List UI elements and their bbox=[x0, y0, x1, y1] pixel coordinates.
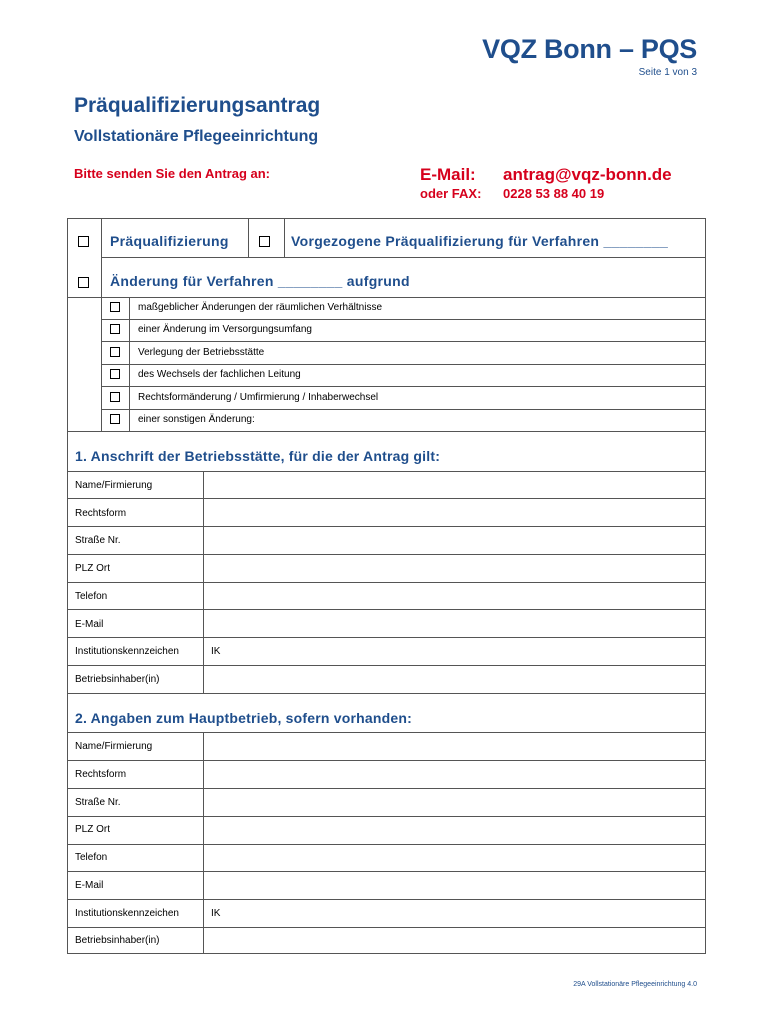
s2-zip-city-label: PLZ Ort bbox=[75, 824, 111, 835]
s1-email-field[interactable] bbox=[204, 610, 705, 637]
s1-name-label: Name/Firmierung bbox=[75, 480, 153, 491]
s2-ik-field[interactable] bbox=[228, 900, 705, 927]
s2-ik-prefix: IK bbox=[211, 908, 221, 919]
section2-title: 2. Angaben zum Hauptbetrieb, sofern vorhanden: bbox=[75, 710, 412, 726]
s1-email-label: E-Mail bbox=[75, 619, 104, 630]
footer-doc-id: 29A Vollstationäre Pflegeeinrichtung 4.0 bbox=[573, 981, 697, 988]
checkbox-change[interactable] bbox=[78, 277, 89, 288]
send-instruction: Bitte senden Sie den Antrag an: bbox=[74, 166, 270, 181]
s2-street-field[interactable] bbox=[204, 789, 705, 816]
s1-legal-form-field[interactable] bbox=[204, 499, 705, 526]
s2-name-label: Name/Firmierung bbox=[75, 741, 153, 752]
s2-phone-field[interactable] bbox=[204, 845, 705, 872]
checkbox-reason-spatial[interactable] bbox=[110, 302, 120, 312]
s1-ik-prefix: IK bbox=[211, 646, 221, 657]
s1-phone-field[interactable] bbox=[204, 583, 705, 610]
reason-legal-form-label: Rechtsformänderung / Umfirmierung / Inhaberwechsel bbox=[138, 392, 379, 403]
checkbox-reason-scope[interactable] bbox=[110, 324, 120, 334]
checkbox-reason-management[interactable] bbox=[110, 369, 120, 379]
checkbox-reason-other[interactable] bbox=[110, 414, 120, 424]
s1-ik-label: Institutionskennzeichen bbox=[75, 646, 179, 657]
s2-name-field[interactable] bbox=[204, 733, 705, 760]
application-form bbox=[67, 218, 706, 954]
page-number: Seite 1 von 3 bbox=[638, 67, 697, 78]
s2-street-label: Straße Nr. bbox=[75, 797, 121, 808]
s1-ik-field[interactable] bbox=[228, 638, 705, 665]
checkbox-reason-relocation[interactable] bbox=[110, 347, 120, 357]
s1-zip-city-label: PLZ Ort bbox=[75, 563, 111, 574]
s1-zip-city-field[interactable] bbox=[204, 555, 705, 582]
s1-phone-label: Telefon bbox=[75, 591, 108, 602]
reason-other-label: einer sonstigen Änderung: bbox=[138, 414, 255, 425]
s1-street-label: Straße Nr. bbox=[75, 535, 121, 546]
s2-legal-form-label: Rechtsform bbox=[75, 769, 127, 780]
s2-email-label: E-Mail bbox=[75, 880, 104, 891]
checkbox-reason-legal-form[interactable] bbox=[110, 392, 120, 402]
reason-spatial-label: maßgeblicher Änderungen der räumlichen Verhältnisse bbox=[138, 302, 383, 313]
reason-relocation-label: Verlegung der Betriebsstätte bbox=[138, 347, 265, 358]
reason-management-label: des Wechsels der fachlichen Leitung bbox=[138, 369, 301, 380]
option-prequalification-label: Präqualifizierung bbox=[110, 233, 229, 249]
fax-number: 0228 53 88 40 19 bbox=[503, 186, 605, 201]
document-subtitle: Vollstationäre Pflegeeinrichtung bbox=[74, 128, 319, 145]
s2-owner-label: Betriebsinhaber(in) bbox=[75, 935, 160, 946]
s1-street-field[interactable] bbox=[204, 527, 705, 554]
s1-legal-form-label: Rechtsform bbox=[75, 508, 127, 519]
s2-owner-field[interactable] bbox=[204, 928, 705, 953]
s2-ik-label: Institutionskennzeichen bbox=[75, 908, 179, 919]
brand-title: VQZ Bonn – PQS bbox=[482, 34, 697, 64]
s2-zip-city-field[interactable] bbox=[204, 817, 705, 844]
checkbox-early-prequalification[interactable] bbox=[259, 236, 270, 247]
email-label: E-Mail: bbox=[420, 165, 476, 184]
s1-owner-field[interactable] bbox=[204, 666, 705, 693]
section1-title: 1. Anschrift der Betriebsstätte, für die der Antrag gilt: bbox=[75, 448, 441, 464]
option-early-prequalification-label: Vorgezogene Präqualifizierung für Verfahren ________ bbox=[291, 233, 669, 249]
option-change-label: Änderung für Verfahren ________ aufgrund bbox=[110, 273, 410, 289]
email-address[interactable]: antrag@vqz-bonn.de bbox=[503, 165, 672, 184]
s1-owner-label: Betriebsinhaber(in) bbox=[75, 674, 160, 685]
s1-name-field[interactable] bbox=[204, 471, 705, 498]
document-title: Präqualifizierungsantrag bbox=[74, 94, 321, 117]
s2-phone-label: Telefon bbox=[75, 852, 108, 863]
s2-legal-form-field[interactable] bbox=[204, 761, 705, 788]
reason-scope-label: einer Änderung im Versorgungsumfang bbox=[138, 324, 312, 335]
fax-label: oder FAX: bbox=[420, 186, 482, 201]
checkbox-prequalification[interactable] bbox=[78, 236, 89, 247]
s2-email-field[interactable] bbox=[204, 872, 705, 899]
